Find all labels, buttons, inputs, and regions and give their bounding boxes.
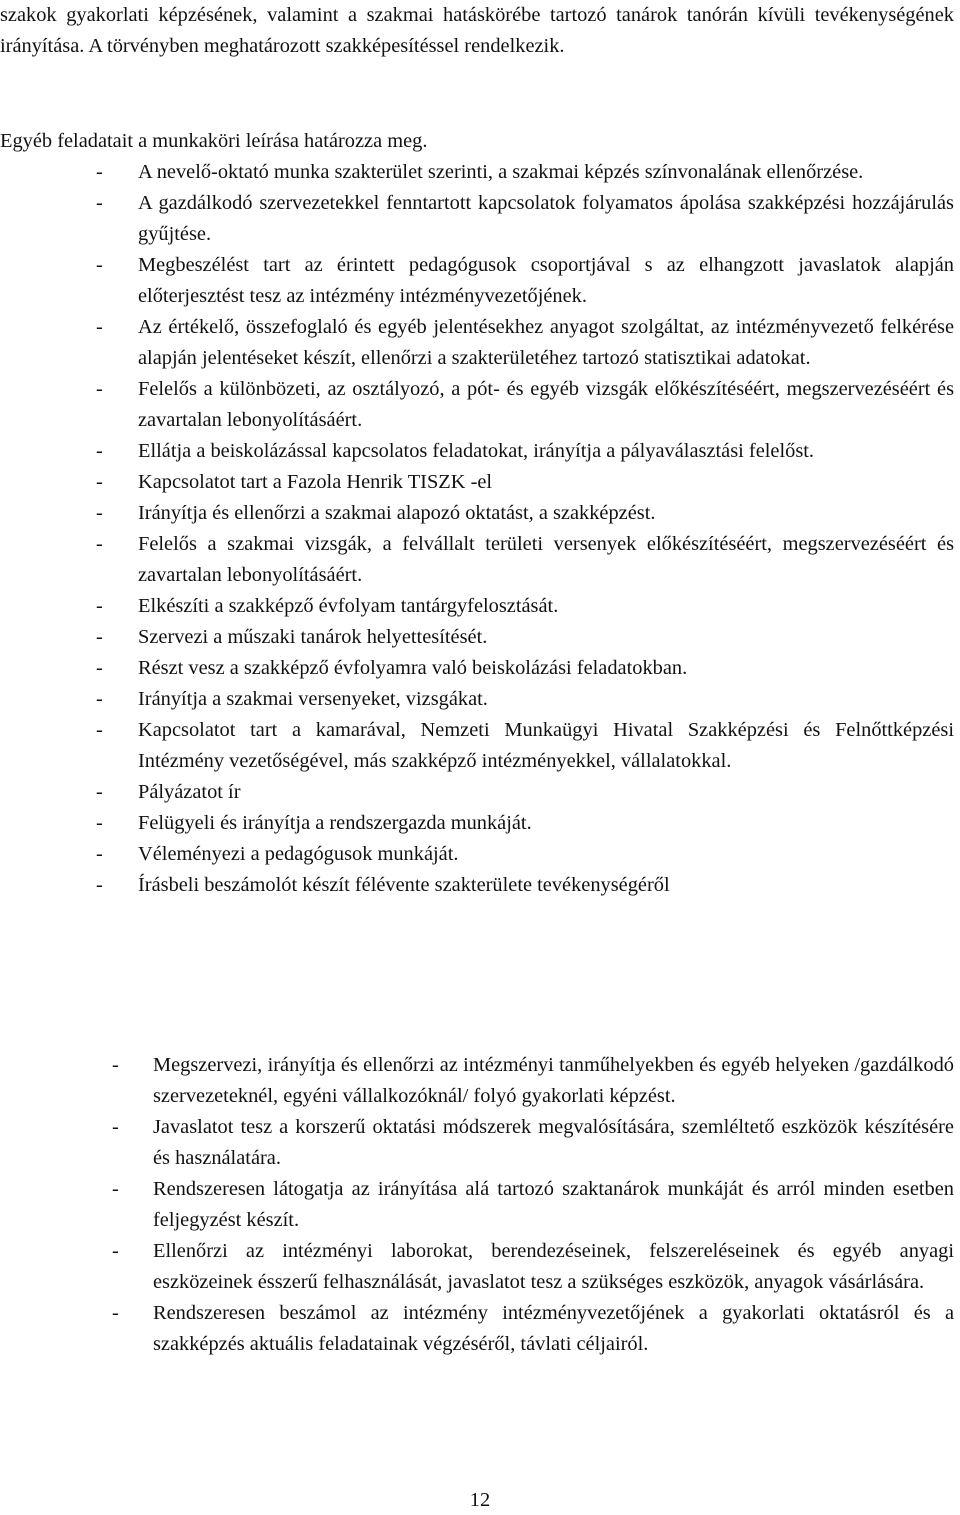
list-item-text: Pályázatot ír — [138, 781, 241, 803]
list-item-text: Az értékelő, összefoglaló és egyéb jelentésekhez anyagot szolgáltat, az intézményvezető felkérése alapján jelentéseket készít, ellenőrzi a szakterületéhez tartozó statisztikai adatokat. — [138, 316, 954, 369]
dash-bullet: - — [112, 1240, 119, 1262]
sub-list-item — [0, 1050, 954, 1112]
list-item-text: Kapcsolatot tart a kamarával, Nemzeti Munkaügyi Hivatal Szakképzési és Felnőttképzési Intézmény vezetőségével, más szakképző intézményekkel, vállalatokkal. — [138, 719, 954, 772]
list-item-text: Véleményezi a pedagógusok munkáját. — [138, 843, 459, 865]
list-item-text: Felelős a szakmai vizsgák, a felvállalt területi versenyek előkészítéséért, megszervezéséért és zavartalan lebonyolításáért. — [138, 533, 954, 586]
list-item-text: Megbeszélést tart az érintett pedagógusok csoportjával s az elhangzott javaslatok alapján előterjesztést tesz az intézmény intézményvezetőjének. — [138, 254, 954, 307]
dash-bullet: - — [96, 378, 103, 400]
dash-bullet: - — [96, 781, 103, 803]
dash-bullet: - — [96, 502, 103, 524]
dash-bullet: - — [96, 595, 103, 617]
list-item — [0, 188, 954, 250]
list-item — [0, 715, 954, 777]
list-item-text: Ellátja a beiskolázással kapcsolatos feladatokat, irányítja a pályaválasztási felelőst. — [138, 440, 815, 462]
duties-lead-sentence: Egyéb feladatait a munkaköri leírása határozza meg. — [0, 130, 428, 152]
intro-paragraph: szakok gyakorlati képzésének, valamint a szakmai hatáskörébe tartozó tanárok tanórán kívüli tevékenységének irányítása. A törvényben meghatározott szakképesítéssel rendelkezik. — [0, 4, 954, 57]
dash-bullet: - — [96, 471, 103, 493]
list-item — [0, 157, 954, 188]
dash-bullet: - — [96, 874, 103, 896]
sub-duties-list — [0, 1050, 954, 1360]
dash-bullet: - — [96, 254, 103, 276]
dash-bullet: - — [96, 812, 103, 834]
list-item — [0, 374, 954, 436]
dash-bullet: - — [96, 719, 103, 741]
list-item — [0, 808, 954, 839]
list-item-text: Irányítja a szakmai versenyeket, vizsgákat. — [138, 688, 488, 710]
list-item-text: Felelős a különbözeti, az osztályozó, a pót- és egyéb vizsgák előkészítéséért, megszervezéséért és zavartalan lebonyolításáért. — [138, 378, 954, 431]
list-item-text: Ellenőrzi az intézményi laborokat, berendezéseinek, felszereléseinek és egyéb anyagi eszközeinek ésszerű felhasználását, javaslatot tesz a szükséges eszközök, anyagok vásárlására. — [153, 1240, 954, 1293]
dash-bullet: - — [112, 1116, 119, 1138]
list-item-text: Felügyeli és irányítja a rendszergazda munkáját. — [138, 812, 532, 834]
dash-bullet: - — [96, 688, 103, 710]
list-item — [0, 591, 954, 622]
list-item — [0, 498, 954, 529]
list-item-text: A gazdálkodó szervezetekkel fenntartott kapcsolatok folyamatos ápolása szakképzési hozzájárulás gyűjtése. — [138, 192, 954, 245]
dash-bullet: - — [96, 657, 103, 679]
dash-bullet: - — [112, 1178, 119, 1200]
list-item-text: Kapcsolatot tart a Fazola Henrik TISZK -el — [138, 471, 493, 493]
list-item-text: Rendszeresen látogatja az irányítása alá tartozó szaktanárok munkáját és arról minden esetben feljegyzést készít. — [153, 1178, 954, 1231]
list-item-text: Rendszeresen beszámol az intézmény intézményvezetőjének a gyakorlati oktatásról és a szakképzés aktuális feladatainak végzéséről, távlati céljairól. — [153, 1302, 954, 1355]
list-item — [0, 839, 954, 870]
sub-list-item — [0, 1236, 954, 1298]
list-item — [0, 684, 954, 715]
dash-bullet: - — [96, 440, 103, 462]
dash-bullet: - — [96, 316, 103, 338]
list-item-text: Elkészíti a szakképző évfolyam tantárgyfelosztását. — [138, 595, 559, 617]
page-number: 12 — [469, 1489, 491, 1511]
list-item-text: Megszervezi, irányítja és ellenőrzi az intézményi tanműhelyekben és egyéb helyeken /gazdálkodó szervezeteknél, egyéni vállalkozóknál/ folyó gyakorlati képzést. — [153, 1054, 954, 1107]
list-item-text: Irányítja és ellenőrzi a szakmai alapozó oktatást, a szakképzést. — [138, 502, 656, 524]
list-item — [0, 622, 954, 653]
duties-list — [0, 157, 954, 901]
list-item — [0, 529, 954, 591]
dash-bullet: - — [96, 626, 103, 648]
list-item — [0, 312, 954, 374]
dash-bullet: - — [96, 533, 103, 555]
dash-bullet: - — [96, 161, 103, 183]
dash-bullet: - — [96, 843, 103, 865]
list-item-text: Szervezi a műszaki tanárok helyettesítését. — [138, 626, 488, 648]
list-item-text: Javaslatot tesz a korszerű oktatási módszerek megvalósítására, szemléltető eszközök készítésére és használatára. — [153, 1116, 954, 1169]
sub-list-item — [0, 1112, 954, 1174]
list-item — [0, 250, 954, 312]
dash-bullet: - — [112, 1054, 119, 1076]
list-item-text: Írásbeli beszámolót készít félévente szakterülete tevékenységéről — [138, 874, 670, 896]
list-item — [0, 870, 954, 901]
sub-list-item — [0, 1174, 954, 1236]
dash-bullet: - — [112, 1302, 119, 1324]
list-item — [0, 653, 954, 684]
dash-bullet: - — [96, 192, 103, 214]
list-item — [0, 467, 954, 498]
list-item-text: Részt vesz a szakképző évfolyamra való beiskolázási feladatokban. — [138, 657, 688, 679]
list-item — [0, 777, 954, 808]
list-item-text: A nevelő-oktató munka szakterület szerinti, a szakmai képzés színvonalának ellenőrzése. — [138, 161, 864, 183]
list-item — [0, 436, 954, 467]
sub-list-item — [0, 1298, 954, 1360]
